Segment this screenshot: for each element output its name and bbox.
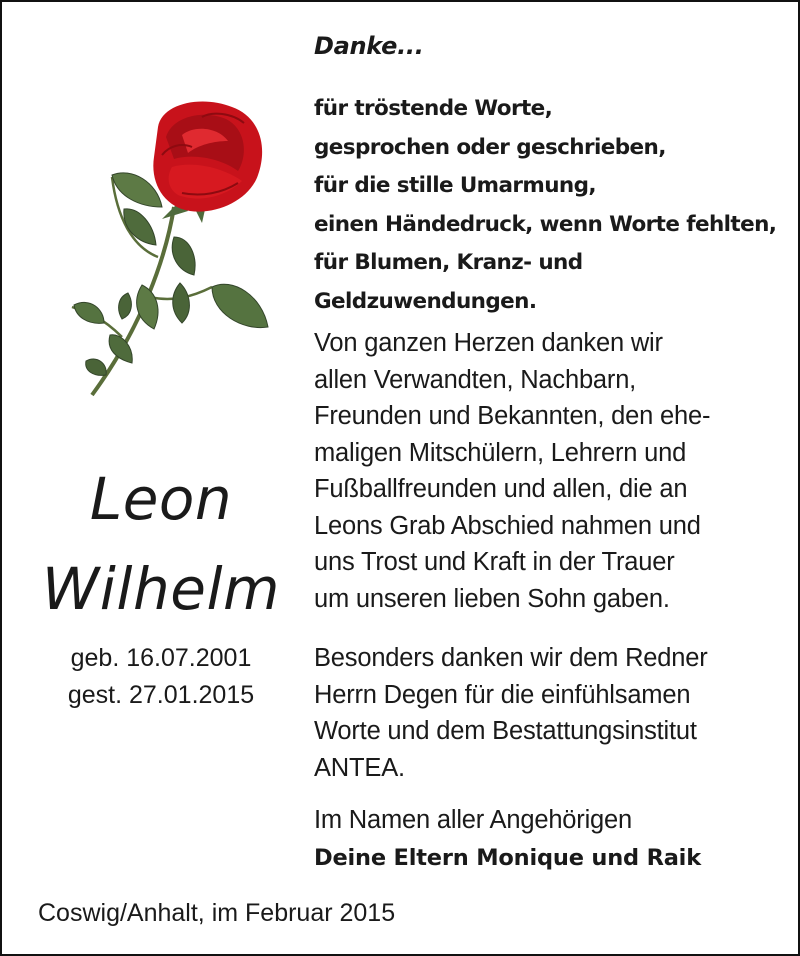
text-line: Besonders danken wir dem Redner xyxy=(314,644,708,672)
death-date: gest. 27.01.2015 xyxy=(67,680,255,709)
red-rose-image xyxy=(62,97,282,402)
text-line: um unseren lieben Sohn gaben. xyxy=(314,584,670,613)
text-line: maligen Mitschülern, Lehrern und xyxy=(314,438,687,467)
place-and-date: Coswig/Anhalt, im Februar 2015 xyxy=(38,899,396,927)
thanks-list xyxy=(314,90,776,322)
first-name: Leon xyxy=(89,465,233,533)
text-line: Herrn Degen für die einfühlsamen xyxy=(314,680,691,709)
text-line: uns Trost und Kraft in der Trauer xyxy=(314,548,675,576)
gratitude-paragraph xyxy=(314,325,710,617)
special-thanks-paragraph xyxy=(314,640,708,786)
thanks-line: für tröstende Worte, xyxy=(314,96,553,121)
birth-date: geb. 16.07.2001 xyxy=(70,644,252,672)
text-line: Leons Grab Abschied nahmen und xyxy=(314,511,701,540)
signature: Deine Eltern Monique und Raik xyxy=(314,845,701,871)
life-dates xyxy=(2,640,320,713)
thanks-line: Geldzuwendungen. xyxy=(314,288,537,314)
text-line: Freunden und Bekannten, den ehe- xyxy=(314,402,711,430)
text-line: Von ganzen Herzen danken wir xyxy=(314,329,663,357)
text-line: allen Verwandten, Nachbarn, xyxy=(314,365,637,394)
thanks-heading: Danke... xyxy=(314,32,424,60)
thanks-line: einen Händedruck, wenn Worte fehlten, xyxy=(314,211,777,237)
text-line: Fußballfreunden und allen, die an xyxy=(314,475,688,503)
text-line: ANTEA. xyxy=(314,753,405,782)
closing-line: Im Namen aller Angehörigen xyxy=(314,806,632,834)
thanks-line: für Blumen, Kranz- und xyxy=(314,250,583,276)
last-name: Wilhelm xyxy=(41,555,281,623)
thanks-line: gesprochen oder geschrieben, xyxy=(314,134,666,160)
text-line: Worte und dem Bestattungsinstitut xyxy=(314,717,697,745)
thanks-line: für die stille Umarmung, xyxy=(314,173,596,199)
